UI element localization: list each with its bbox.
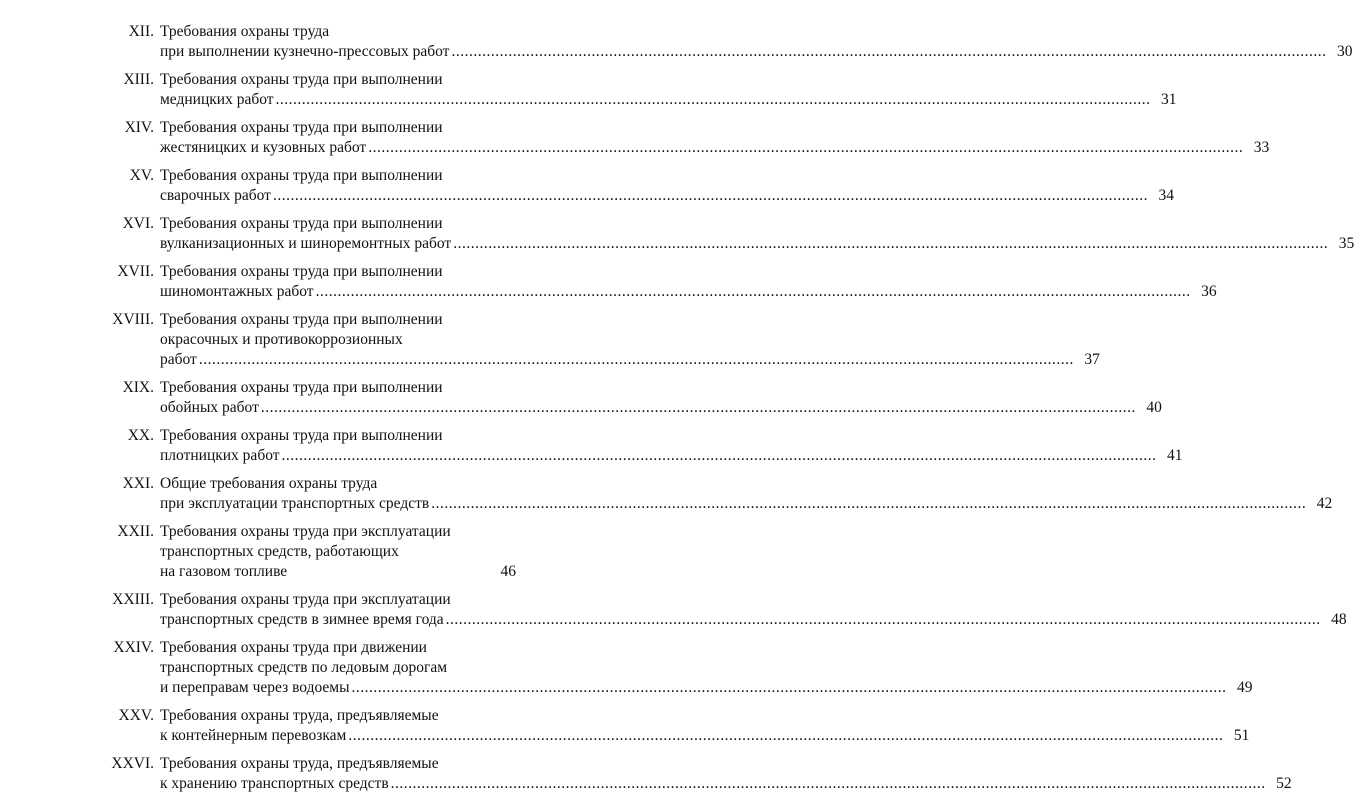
section-number: XX. xyxy=(127,427,154,444)
title-line xyxy=(160,474,516,494)
toc-entry[interactable] xyxy=(0,590,1347,630)
toc-entry[interactable] xyxy=(0,70,1177,110)
dot-leader: ........................................................................................................................................................................................................ xyxy=(445,611,1321,628)
section-title xyxy=(160,166,1174,206)
title-line xyxy=(160,638,516,658)
page-number: 40 xyxy=(1146,399,1162,416)
title-text: Общие требования охраны труда xyxy=(160,475,378,492)
toc-entry[interactable] xyxy=(0,118,1270,158)
dot-leader: ........................................................................................................................................................................................................ xyxy=(390,775,1266,792)
section-number: XIX. xyxy=(122,379,154,396)
title-line xyxy=(160,234,1354,254)
title-line xyxy=(160,658,516,678)
title-text: Требования охраны труда, предъявляемые xyxy=(160,755,439,772)
toc-entry[interactable] xyxy=(0,426,1183,466)
title-text: Требования охраны труда при выполнении xyxy=(160,263,443,280)
title-line xyxy=(160,562,516,582)
toc-entry[interactable] xyxy=(0,522,600,582)
dot-leader: ........................................................................................................................................................................................................ xyxy=(275,91,1151,108)
title-text: медницких работ xyxy=(160,91,274,108)
section-title xyxy=(160,310,1100,370)
title-line xyxy=(160,754,516,774)
section-title xyxy=(160,706,1250,746)
title-line xyxy=(160,90,1177,110)
section-title xyxy=(160,118,1270,158)
title-line xyxy=(160,118,516,138)
section-title xyxy=(160,590,1347,630)
page-number: 48 xyxy=(1331,611,1347,628)
title-text: к контейнерным перевозкам xyxy=(160,727,347,744)
title-line xyxy=(160,214,516,234)
title-text: транспортных средств в зимнее время года xyxy=(160,611,444,628)
dot-leader: ........................................................................................................................................................................................................ xyxy=(272,187,1148,204)
title-line xyxy=(160,446,1183,466)
section-number: XXI. xyxy=(122,475,154,492)
dot-leader: ........................................................................................................................................................................................................ xyxy=(431,495,1307,512)
section-number: XXIV. xyxy=(113,639,154,656)
page-number: 52 xyxy=(1276,775,1292,792)
dot-leader: ........................................................................................................................................................................................................ xyxy=(315,283,1191,300)
title-line xyxy=(160,494,1333,514)
title-line xyxy=(160,310,516,330)
title-line xyxy=(160,610,1347,630)
section-title xyxy=(160,754,1292,794)
dot-leader: ........................................................................................................................................................................................................ xyxy=(368,139,1244,156)
section-title xyxy=(160,214,1354,254)
section-number: XXVI. xyxy=(111,755,154,772)
section-number: XVI. xyxy=(122,215,154,232)
title-text: плотницких работ xyxy=(160,447,280,464)
title-line xyxy=(160,398,1162,418)
page-number: 34 xyxy=(1158,187,1174,204)
title-text: Требования охраны труда, предъявляемые xyxy=(160,707,439,724)
title-text: транспортных средств по ледовым дорогам xyxy=(160,659,448,676)
title-text: сварочных работ xyxy=(160,187,271,204)
title-line xyxy=(160,166,516,186)
title-line xyxy=(160,350,1100,370)
page-number: 31 xyxy=(1161,91,1177,108)
title-text: Требования охраны труда при выполнении xyxy=(160,311,443,328)
title-line xyxy=(160,330,516,350)
dot-leader: ........................................................................................................................................................................................................ xyxy=(198,351,1074,368)
section-title xyxy=(160,262,1217,302)
title-text: Требования охраны труда xyxy=(160,23,330,40)
page-number: 36 xyxy=(1201,283,1217,300)
toc-entry[interactable] xyxy=(0,706,1250,746)
title-line xyxy=(160,774,1292,794)
title-line xyxy=(160,522,516,542)
title-text: вулканизационных и шиноремонтных работ xyxy=(160,235,452,252)
title-text: Требования охраны труда при выполнении xyxy=(160,71,443,88)
title-text: обойных работ xyxy=(160,399,259,416)
title-line xyxy=(160,590,516,610)
section-title xyxy=(160,378,1162,418)
section-title xyxy=(160,474,1333,514)
dot-leader: ........................................................................................................................................................................................................ xyxy=(451,43,1327,60)
title-line xyxy=(160,262,516,282)
section-title xyxy=(160,522,516,582)
title-text: Требования охраны труда при выполнении xyxy=(160,215,443,232)
toc-entry[interactable] xyxy=(0,310,1100,370)
title-text: шиномонтажных работ xyxy=(160,283,314,300)
title-line xyxy=(160,678,1253,698)
toc-entry[interactable] xyxy=(0,638,1253,698)
title-text: Требования охраны труда при эксплуатации xyxy=(160,523,451,540)
title-text: и переправам через водоемы xyxy=(160,679,350,696)
title-text: Требования охраны труда при выполнении xyxy=(160,379,443,396)
title-line xyxy=(160,70,516,90)
section-number: XV. xyxy=(129,167,154,184)
title-text: работ xyxy=(160,351,197,368)
section-number: XXIII. xyxy=(112,591,154,608)
title-text: Требования охраны труда при эксплуатации xyxy=(160,591,451,608)
title-line xyxy=(160,186,1174,206)
title-text: при эксплуатации транспортных средств xyxy=(160,495,430,512)
page-number: 46 xyxy=(500,563,516,580)
page-number: 37 xyxy=(1084,351,1100,368)
title-text: при выполнении кузнечно-прессовых работ xyxy=(160,43,450,60)
section-number: XIV. xyxy=(124,119,154,136)
section-number: XXV. xyxy=(118,707,154,724)
section-number: XIII. xyxy=(123,71,154,88)
title-line xyxy=(160,426,516,446)
dot-leader: ........................................................................................................................................................................................................ xyxy=(260,399,1136,416)
title-text: к хранению транспортных средств xyxy=(160,775,389,792)
title-line xyxy=(160,282,1217,302)
title-line xyxy=(160,42,1353,62)
toc-entry[interactable] xyxy=(0,22,1353,62)
title-text: на газовом топливе xyxy=(160,563,288,580)
toc-entry[interactable] xyxy=(0,378,1162,418)
toc-entry[interactable] xyxy=(0,214,1354,254)
page-number: 49 xyxy=(1237,679,1253,696)
page-number: 42 xyxy=(1316,495,1333,512)
section-title xyxy=(160,426,1183,466)
title-line xyxy=(160,726,1250,746)
title-text: Требования охраны труда при выполнении xyxy=(160,119,443,136)
dot-leader: ........................................................................................................................................................................................................ xyxy=(281,447,1157,464)
table-of-contents xyxy=(0,22,1354,802)
dot-leader: ........................................................................................................................................................................................................ xyxy=(348,727,1224,744)
toc-entry[interactable] xyxy=(0,262,1217,302)
section-title xyxy=(160,70,1177,110)
title-line xyxy=(160,706,516,726)
toc-entry[interactable] xyxy=(0,166,1174,206)
title-text: Требования охраны труда при выполнении xyxy=(160,167,443,184)
title-line xyxy=(160,138,1270,158)
page-number: 51 xyxy=(1233,727,1250,744)
dot-leader: ........................................................................................................................................................................................................ xyxy=(453,235,1329,252)
title-text: транспортных средств, работающих xyxy=(160,543,399,560)
title-line xyxy=(160,22,516,42)
toc-entry[interactable] xyxy=(0,754,1292,794)
page-number: 41 xyxy=(1167,447,1183,464)
toc-entry[interactable] xyxy=(0,474,1333,514)
section-number: XXII. xyxy=(117,523,154,540)
section-number: XII. xyxy=(128,23,154,40)
page-number: 30 xyxy=(1336,43,1353,60)
dot-leader: ........................................................................................................................................................................................................ xyxy=(351,679,1227,696)
title-text: Требования охраны труда при движении xyxy=(160,639,427,656)
title-line xyxy=(160,378,516,398)
page-number: 33 xyxy=(1253,139,1270,156)
title-line xyxy=(160,542,516,562)
section-number: XVII. xyxy=(117,263,154,280)
section-title xyxy=(160,22,1353,62)
title-text: жестяницких и кузовных работ xyxy=(160,139,367,156)
section-title xyxy=(160,638,1253,698)
section-number: XVIII. xyxy=(112,311,154,328)
title-text: окрасочных и противокоррозионных xyxy=(160,331,403,348)
page-number: 35 xyxy=(1338,235,1354,252)
title-text: Требования охраны труда при выполнении xyxy=(160,427,443,444)
